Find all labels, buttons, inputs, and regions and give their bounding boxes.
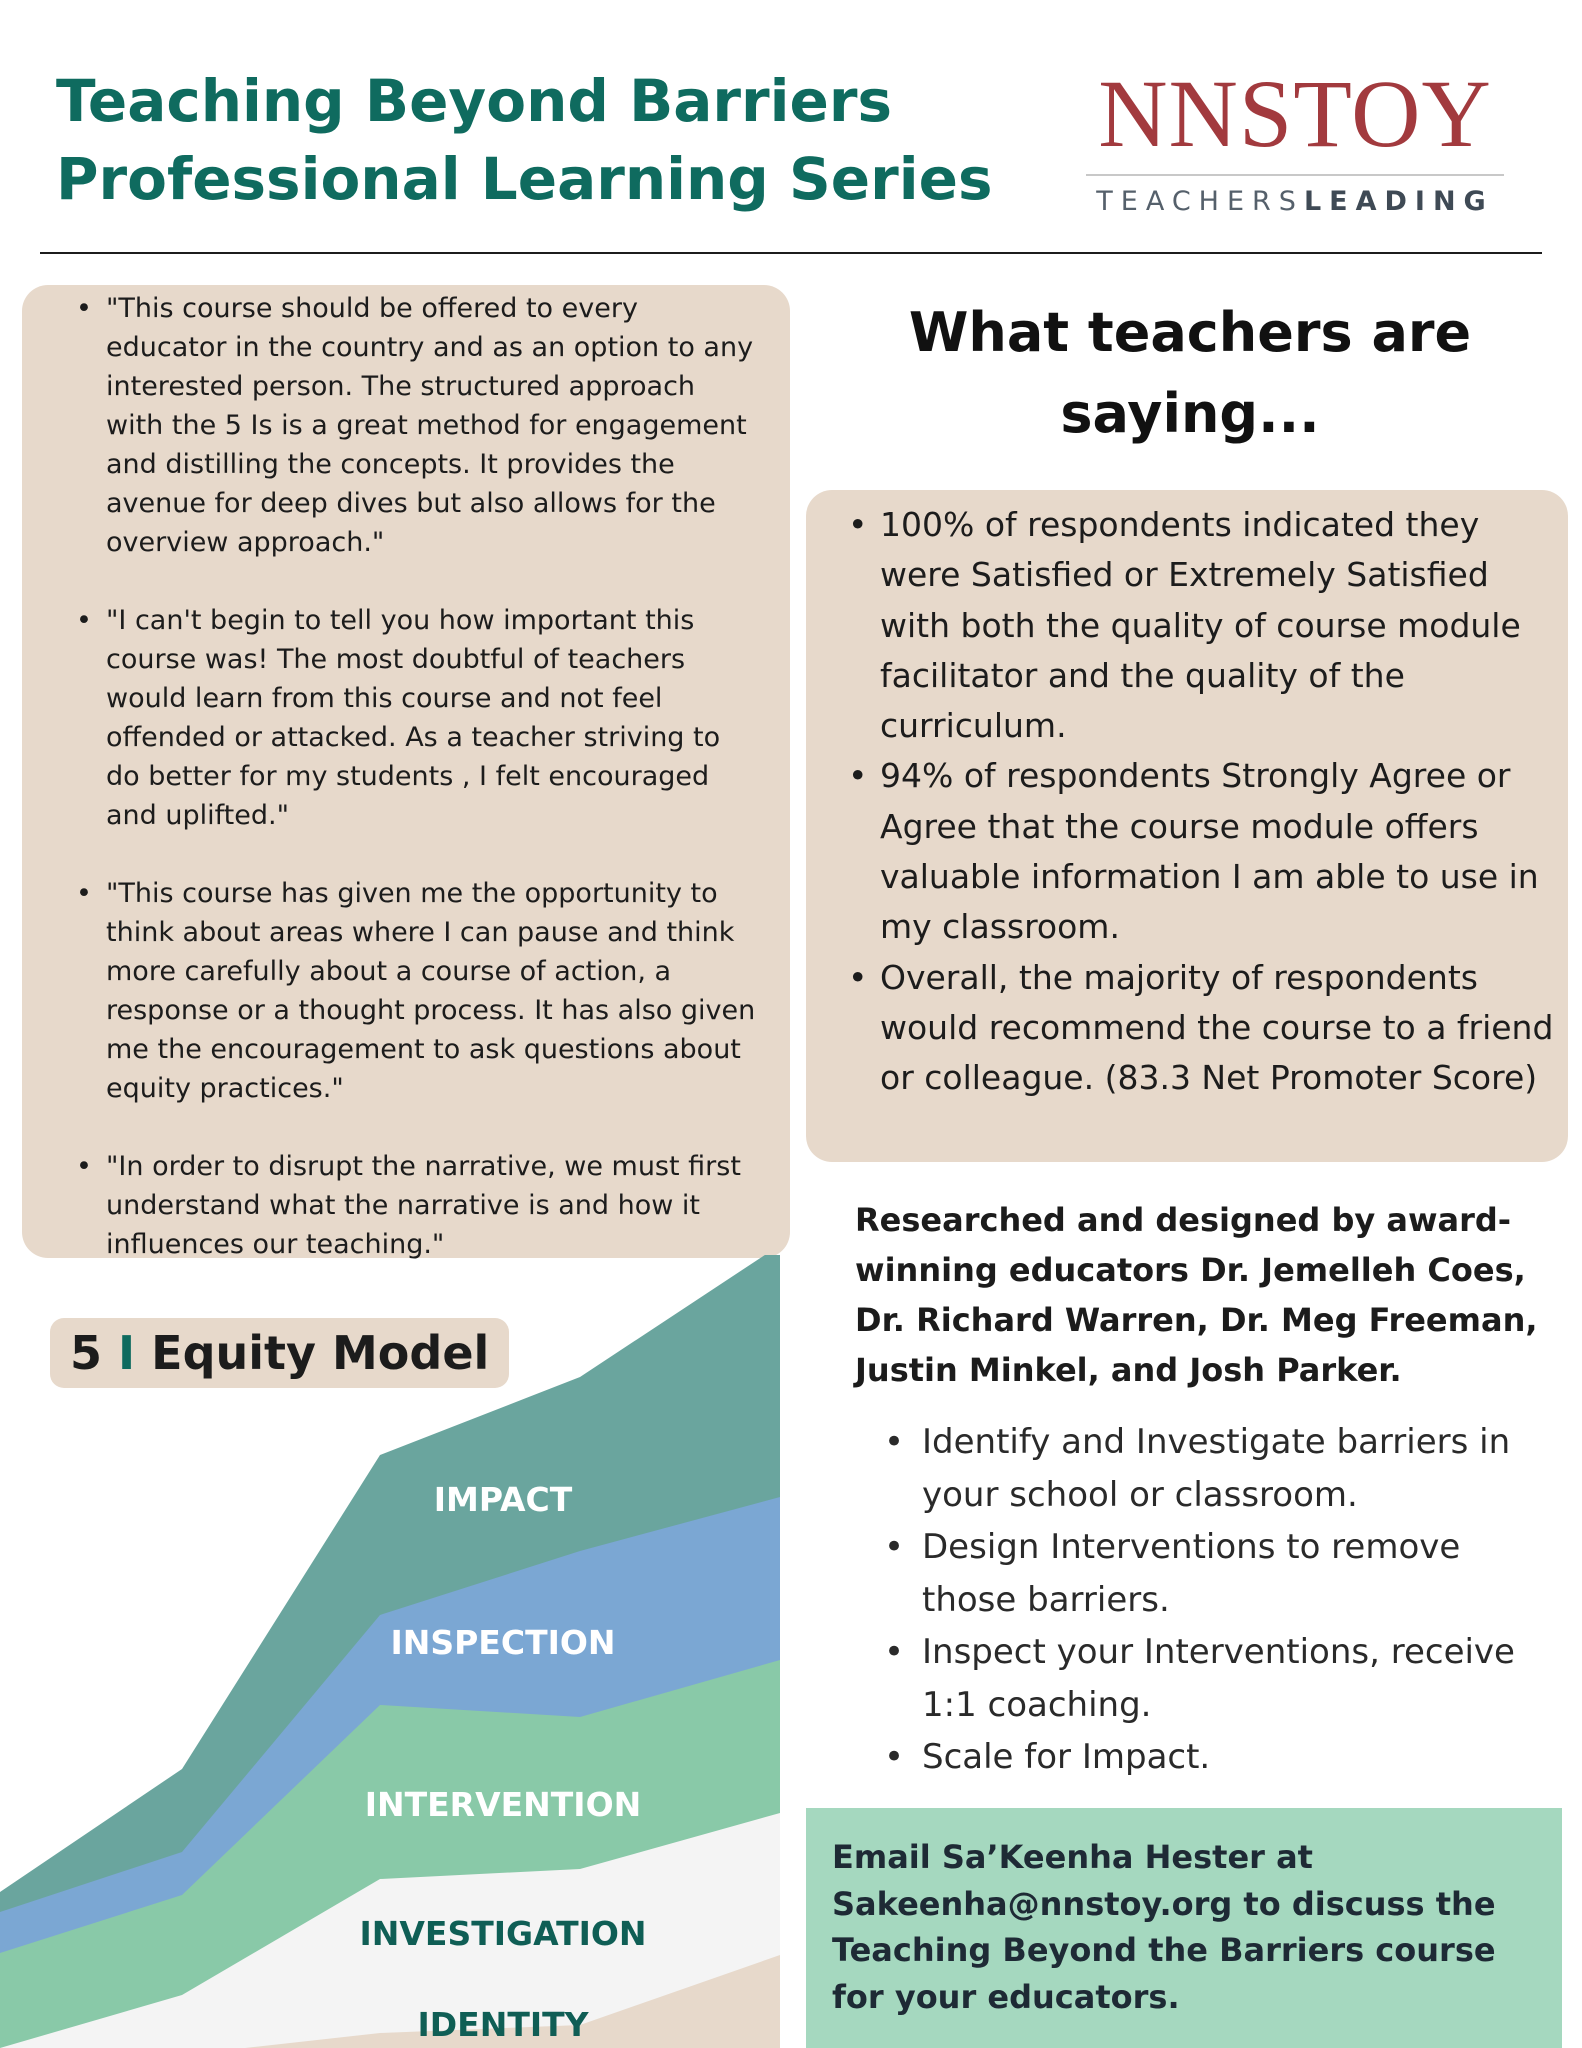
model-label-accent: I [118,1326,136,1380]
step-item: • Inspect your Interventions, receive 1:1 coaching. [880,1626,1560,1731]
step-item: • Scale for Impact. [880,1731,1560,1784]
logo-tagline-light: TEACHERS [1096,186,1304,217]
stats-list [806,500,1554,1104]
testimonials-panel [22,285,790,1258]
step-item: • Design Interventions to remove those barriers. [880,1521,1560,1626]
testimonial-item: • "This course should be offered to every educator in the country and as an option to any interested person. The structured approach with the 5 Is is a great method for engagement and distilling the concepts. It provides the avenue for deep dives but also allows for the overview approach." [22,289,760,562]
logo-tagline [1080,186,1510,217]
stat-item: • 100% of respondents indicated they were Satisfied or Extremely Satisfied with both the quality of course module facilitator and the quality of the curriculum. [806,500,1554,751]
header-divider [40,252,1542,254]
model-label-suffix: Equity Model [135,1326,490,1380]
steps-list [880,1416,1560,1784]
layer-label-intervention: INTERVENTION [364,1785,642,1824]
course-steps [880,1416,1560,1784]
testimonial-item: • "This course has given me the opportunity to think about areas where I can pause and think more carefully about a course of action, a response or a thought process. It has also given me the encouragement to ask questions about equity practices." [22,874,760,1108]
title-line-1: Teaching Beyond Barriers [56,67,892,135]
page-title [56,62,1016,218]
logo-tagline-bold: LEADING [1303,186,1494,217]
testimonials-list [22,289,760,1264]
layer-label-inspection: INSPECTION [390,1623,616,1662]
equity-model-label [50,1318,509,1388]
header [0,0,1582,255]
logo-wordmark: NNSTOY [1098,60,1492,167]
title-line-2: Professional Learning Series [56,145,993,213]
research-credits: Researched and designed by award-winning educators Dr. Jemelleh Coes, Dr. Richard Warren, Dr. Meg Freeman, Justin Minkel, and Josh Parker. [855,1201,1538,1389]
saying-heading-line-1: What teachers are [908,301,1472,364]
logo-divider [1086,174,1504,176]
saying-heading-line-2: saying... [1060,382,1320,445]
step-item: • Identify and Investigate barriers in your school or classroom. [880,1416,1560,1521]
nnstoy-logo [1080,60,1510,217]
contact-panel [806,1808,1562,2048]
model-label-prefix: 5 [70,1326,119,1380]
layer-label-investigation: INVESTIGATION [359,1914,647,1953]
testimonial-item: • "I can't begin to tell you how important this course was! The most doubtful of teachers would learn from this course and not feel offended or attacked. As a teacher striving to do better for my students , I felt encouraged and uplifted." [22,601,760,835]
survey-stats-panel [806,490,1568,1162]
contact-text: Email Sa’Keenha Hester at Sakeenha@nnstoy.org to discuss the Teaching Beyond the Barriers course for your educators. [832,1838,1496,2016]
saying-heading [830,292,1550,454]
testimonial-item: • "In order to disrupt the narrative, we must first understand what the narrative is and how it influences our teaching." [22,1147,760,1264]
layer-label-identity: IDENTITY [417,2005,589,2044]
stat-item: • 94% of respondents Strongly Agree or Agree that the course module offers valuable information I am able to use in my classroom. [806,751,1554,952]
stat-item: • Overall, the majority of respondents would recommend the course to a friend or colleague. (83.3 Net Promoter Score) [806,953,1554,1104]
layer-label-impact: IMPACT [433,1480,573,1519]
